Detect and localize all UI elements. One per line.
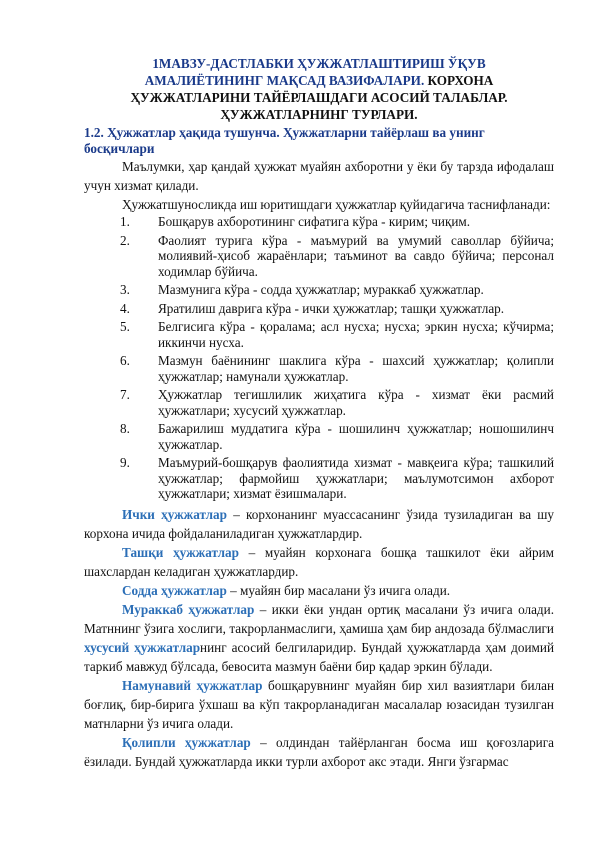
definition-text: – икки ёки ундан ортиқ масалани ўз ичига олади. Матннинг ўзига хослиги, такрорланмаслиги, ҳамиша ҳам бир андозада бўлмаслиги bbox=[84, 601, 554, 636]
title-line-2b: КОРХОНА bbox=[424, 73, 494, 88]
list-number: 1. bbox=[120, 214, 130, 229]
section-subheading: 1.2. Ҳужжатлар ҳақида тушунча. Ҳужжатларни тайёрлаш ва унинг босқичлари bbox=[84, 125, 485, 156]
definition-text: – муайян бир масалани ўз ичига олади. bbox=[226, 582, 451, 598]
list-text: Маъмурий-бошқарув фаолиятида хизмат - мавқеига кўра; ташкилий ҳужжатлар; фармойиш ҳужжатлари; маълумотсимон ахборот ҳужжатлари; хизмат ёзишмалари. bbox=[158, 455, 554, 501]
definition-text: бошқарувнинг муайян бир хил вазиятлари билан боғлиқ, бир-бирига ўхшаш ва кўп такрорланадиган масалалар юзасидан тузилган матнларни ўз ичига олади. bbox=[84, 677, 554, 731]
title-line-4: ҲУЖЖАТЛАРНИНГ ТУРЛАРИ. bbox=[220, 107, 418, 122]
list-text: Яратилиш даврига кўра - ички ҳужжатлар; ташқи ҳужжатлар. bbox=[158, 300, 505, 316]
list-text: Бажарилиш муддатига кўра - шошилинч ҳужжатлар; ношошилинч ҳужжатлар. bbox=[158, 421, 554, 452]
term-form: Қолипли ҳужжатлар bbox=[122, 734, 251, 750]
term-template: Намунавий ҳужжатлар bbox=[122, 677, 263, 693]
classification-list bbox=[84, 214, 554, 502]
document-title bbox=[84, 55, 554, 123]
list-number: 9. bbox=[120, 455, 130, 470]
definition-simple bbox=[84, 581, 554, 600]
list-number: 6. bbox=[120, 353, 130, 368]
list-text: Бошқарув ахборотининг сифатига кўра - кирим; чиқим. bbox=[158, 214, 471, 229]
term-internal: Ички ҳужжатлар bbox=[122, 506, 227, 522]
term-simple: Содда ҳужжатлар bbox=[122, 582, 227, 598]
list-item bbox=[84, 353, 554, 384]
definition-template bbox=[84, 676, 554, 733]
title-line-2a: АМАЛИЁТИНИНГ МАҚСАД ВАЗИФАЛАРИ. bbox=[144, 73, 425, 88]
list-item bbox=[84, 301, 554, 317]
list-item bbox=[84, 455, 554, 502]
list-text: Белгисига кўра - қоралама; асл нусха; нусха; эркин нусха; кўчирма; иккинчи нусха. bbox=[158, 319, 554, 350]
list-number: 3. bbox=[120, 282, 130, 297]
definition-internal bbox=[84, 505, 554, 543]
list-item bbox=[84, 319, 554, 350]
term-complex: Мураккаб ҳужжатлар bbox=[122, 601, 255, 617]
list-number: 5. bbox=[120, 319, 130, 334]
list-number: 2. bbox=[120, 232, 130, 248]
list-text: Мазмунига кўра - содда ҳужжатлар; мураккаб ҳужжатлар. bbox=[158, 282, 484, 297]
list-item bbox=[84, 214, 554, 230]
list-item bbox=[84, 387, 554, 418]
definition-text-tail: нинг асосий белгиларидир. Бундай ҳужжатларда ҳам доимий таркиб мавжуд бўлсада, бевосита мазмун баёни бир қадар эркин бўлади. bbox=[84, 639, 554, 674]
list-item bbox=[84, 421, 554, 452]
paragraph-classification: Ҳужжатшуносликда иш юритишдаги ҳужжатлар қуйидагича таснифланади: bbox=[122, 197, 551, 212]
title-line-2 bbox=[84, 72, 554, 89]
list-number: 4. bbox=[120, 300, 130, 316]
term-private: хусусий ҳужжатлар bbox=[84, 639, 201, 655]
definition-form bbox=[84, 733, 554, 771]
list-number: 8. bbox=[120, 421, 130, 436]
definition-external bbox=[84, 543, 554, 581]
term-external: Ташқи ҳужжатлар bbox=[122, 544, 239, 560]
title-line-3: ҲУЖЖАТЛАРИНИ ТАЙЁРЛАШДАГИ АСОСИЙ ТАЛАБЛАР. bbox=[130, 90, 508, 105]
list-text: Фаолият турига кўра - маъмурий ва умумий саволлар бўйича; молиявий-ҳисоб жараёнлари; таъминот ва савдо бўйича; персонал ходимлар бўйича. bbox=[158, 232, 554, 279]
definition-text: – олдиндан тайёрланган босма иш қоғозларига ёзилади. Бундай ҳужжатларда икки турли ахборот акс этади. Янги ўзгармас bbox=[84, 734, 554, 769]
list-text: Мазмун баёнининг шаклига кўра - шахсий ҳужжатлар; қолипли ҳужжатлар; намунали ҳужжатлар. bbox=[158, 353, 554, 384]
title-line-1: 1МАВЗУ-ДАСТЛАБКИ ҲУЖЖАТЛАШТИРИШ ЎҚУВ bbox=[152, 56, 486, 71]
definition-complex bbox=[84, 600, 554, 676]
list-text: Ҳужжатлар тегишлилик жиҳатига кўра - хизмат ёки расмий ҳужжатлари; хусусий ҳужжатлар. bbox=[158, 387, 554, 418]
list-item bbox=[84, 282, 554, 298]
list-item bbox=[84, 233, 554, 280]
list-number: 7. bbox=[120, 387, 130, 402]
definition-text: – муайян корхонага бошқа ташкилот ёки айрим шахслардан келадиган ҳужжатлардир. bbox=[84, 544, 555, 579]
document-page bbox=[84, 55, 554, 771]
definition-text: – корхонанинг муассасанинг ўзида тузиладиган ва шу корхона ичида фойдаланиладиган ҳужжатлардир. bbox=[84, 506, 555, 541]
paragraph-intro: Маълумки, ҳар қандай ҳужжат муайян ахборотни у ёки бу тарзда ифодалаш учун хизмат қилади. bbox=[84, 159, 554, 193]
